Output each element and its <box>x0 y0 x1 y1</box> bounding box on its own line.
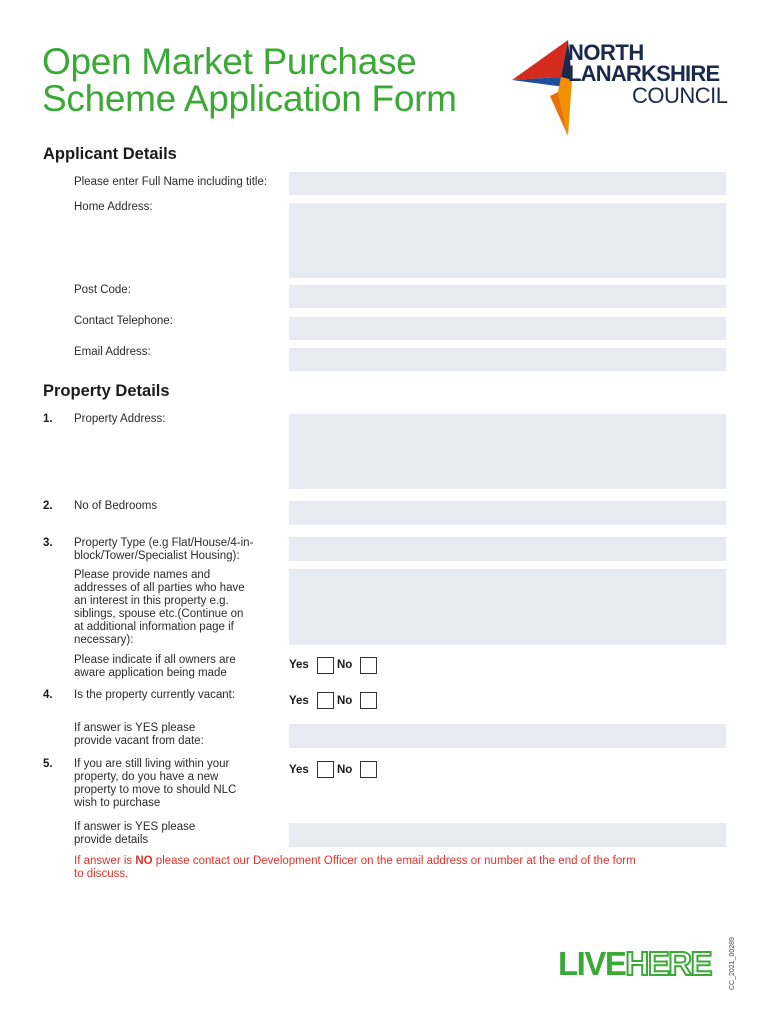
property-type-label-line1: Property Type (e.g Flat/House/4-in- <box>74 537 254 549</box>
contact-note-line1 <box>74 855 724 868</box>
vacant-from-label <box>74 722 204 748</box>
new-property-no-checkbox[interactable] <box>360 761 377 778</box>
form-reference: CC_2021_00289 <box>729 937 736 990</box>
new-property-line1: If you are still living within your <box>74 758 230 770</box>
logo-text-north: NORTH <box>568 40 644 65</box>
property-details-heading: Property Details <box>43 382 170 400</box>
full-name-label: Please enter Full Name including title: <box>74 176 268 188</box>
new-property-yes-checkbox[interactable] <box>317 761 334 778</box>
owners-aware-line1: Please indicate if all owners are <box>74 654 236 666</box>
bedrooms-field[interactable] <box>289 501 726 525</box>
post-code-field[interactable] <box>289 285 726 308</box>
interested-parties-field[interactable] <box>289 569 726 645</box>
logo-text-lanarkshire: LANARKSHIRE <box>568 61 720 86</box>
home-address-field[interactable] <box>289 203 726 278</box>
telephone-field[interactable] <box>289 317 726 340</box>
logo-text-council: COUNCIL <box>632 83 728 108</box>
q1-number: 1. <box>43 413 53 425</box>
property-address-field[interactable] <box>289 414 726 489</box>
full-name-field[interactable] <box>289 172 726 195</box>
bedrooms-label: No of Bedrooms <box>74 500 158 512</box>
vacant-yes-label: Yes <box>289 695 309 707</box>
provide-details-field[interactable] <box>289 823 726 847</box>
property-type-field[interactable] <box>289 537 726 561</box>
owners-aware-yes-label: Yes <box>289 659 309 671</box>
owners-aware-label <box>74 654 236 680</box>
owners-aware-no-checkbox[interactable] <box>360 657 377 674</box>
q3-number: 3. <box>43 537 53 549</box>
vacant-no-label: No <box>337 695 353 707</box>
q5-number: 5. <box>43 758 53 770</box>
vacant-no-checkbox[interactable] <box>360 692 377 709</box>
provide-details-label <box>74 821 195 847</box>
contact-note-suffix: please contact our Development Officer on the email address or number at the end of the form <box>152 855 636 867</box>
live-here-logo <box>558 946 711 982</box>
applicant-details-heading: Applicant Details <box>43 145 177 163</box>
interested-parties-line2: addresses of all parties who have <box>74 582 245 594</box>
new-property-label <box>74 758 236 810</box>
post-code-label: Post Code: <box>74 284 131 296</box>
form-title-line1: Open Market Purchase <box>42 41 417 82</box>
vacant-label: Is the property currently vacant: <box>74 689 236 701</box>
property-address-label: Property Address: <box>74 413 166 425</box>
property-type-label <box>74 537 253 563</box>
email-label: Email Address: <box>74 346 151 358</box>
here-text: HERE <box>625 945 712 982</box>
contact-note-line2: to discuss. <box>74 868 129 880</box>
vacant-from-line1: If answer is YES please <box>74 722 196 734</box>
vacant-from-field[interactable] <box>289 724 726 748</box>
live-text: LIVE <box>558 945 626 982</box>
email-field[interactable] <box>289 348 726 371</box>
provide-details-line1: If answer is YES please <box>74 821 196 833</box>
new-property-yes-label: Yes <box>289 764 309 776</box>
council-logo <box>512 40 732 138</box>
interested-parties-line3: an interest in this property e.g. <box>74 595 229 607</box>
telephone-label: Contact Telephone: <box>74 315 173 327</box>
q2-number: 2. <box>43 500 53 512</box>
new-property-no-label: No <box>337 764 353 776</box>
contact-note <box>74 855 724 881</box>
interested-parties-line5: at additional information page if <box>74 621 234 633</box>
new-property-line3: property to move to should NLC <box>74 784 237 796</box>
owners-aware-yes-checkbox[interactable] <box>317 657 334 674</box>
home-address-label: Home Address: <box>74 201 153 213</box>
interested-parties-line6: necessary): <box>74 634 134 646</box>
new-property-line4: wish to purchase <box>74 797 161 809</box>
interested-parties-line1: Please provide names and <box>74 569 211 581</box>
q4-number: 4. <box>43 689 53 701</box>
new-property-line2: property, do you have a new <box>74 771 219 783</box>
contact-note-prefix: If answer is <box>74 855 136 867</box>
contact-note-no: NO <box>135 855 153 867</box>
vacant-from-line2: provide vacant from date: <box>74 735 204 747</box>
provide-details-line2: provide details <box>74 834 149 846</box>
council-star-icon <box>512 40 572 138</box>
property-type-label-line2: block/Tower/Specialist Housing): <box>74 550 240 562</box>
owners-aware-no-label: No <box>337 659 353 671</box>
form-title-line2: Scheme Application Form <box>42 78 457 119</box>
vacant-yes-checkbox[interactable] <box>317 692 334 709</box>
interested-parties-line4: siblings, spouse etc.(Continue on <box>74 608 244 620</box>
interested-parties-label <box>74 569 245 647</box>
owners-aware-line2: aware application being made <box>74 667 227 679</box>
